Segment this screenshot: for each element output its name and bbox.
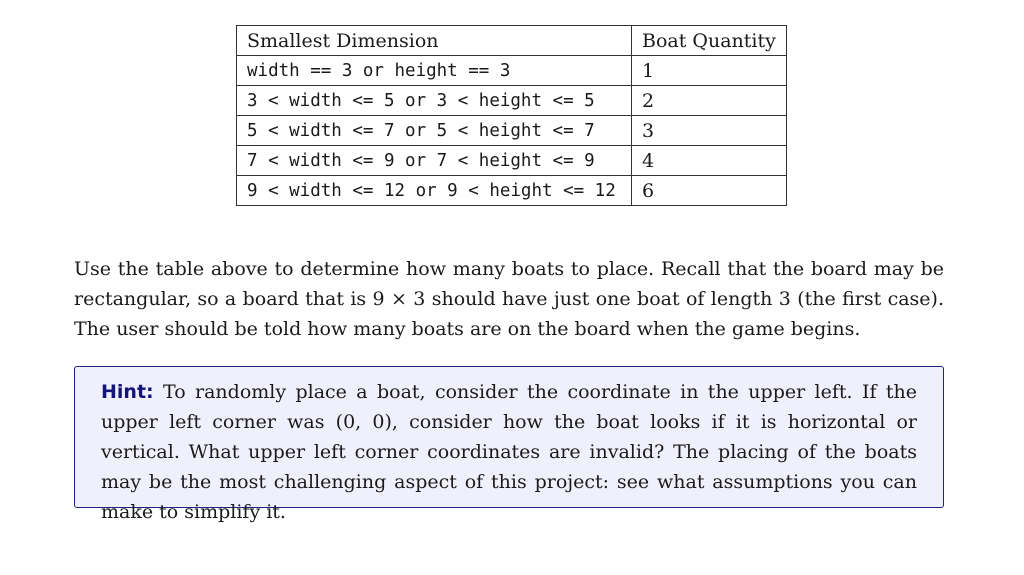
dimension-cell: 3 < width <= 5 or 3 < height <= 5 <box>237 86 632 116</box>
dimension-cell: 5 < width <= 7 or 5 < height <= 7 <box>237 116 632 146</box>
hint-label: Hint: <box>101 381 154 403</box>
header-boat-quantity: Boat Quantity <box>632 26 787 56</box>
table-header-row <box>237 26 787 56</box>
quantity-cell: 1 <box>632 56 787 86</box>
quantity-cell: 2 <box>632 86 787 116</box>
dimension-cell: 9 < width <= 12 or 9 < height <= 12 <box>237 176 632 206</box>
boat-quantity-table <box>236 25 787 206</box>
table-row <box>237 146 787 176</box>
header-smallest-dimension: Smallest Dimension <box>237 26 632 56</box>
table-row <box>237 86 787 116</box>
quantity-cell: 6 <box>632 176 787 206</box>
table-row <box>237 116 787 146</box>
instructions-paragraph: Use the table above to determine how many boats to place. Recall that the board may be rectangular, so a board that is 9 × 3 should have just one boat of length 3 (the first case). The user should be told how many boats are on the board when the game begins. <box>74 258 944 340</box>
quantity-cell: 4 <box>632 146 787 176</box>
hint-box <box>74 366 944 523</box>
quantity-cell: 3 <box>632 116 787 146</box>
dimension-cell: width == 3 or height == 3 <box>237 56 632 86</box>
hint-text: To randomly place a boat, consider the coordinate in the upper left. If the upper left corner was (0, 0), consider how the boat looks if it is horizontal or vertical. What upper left corner coordinates are invalid? The placing of the boats may be the most challenging aspect of this project: see what assumptions you can make to simplify it. <box>101 381 917 523</box>
table-row <box>237 176 787 206</box>
dimension-cell: 7 < width <= 9 or 7 < height <= 9 <box>237 146 632 176</box>
table-row <box>237 56 787 86</box>
